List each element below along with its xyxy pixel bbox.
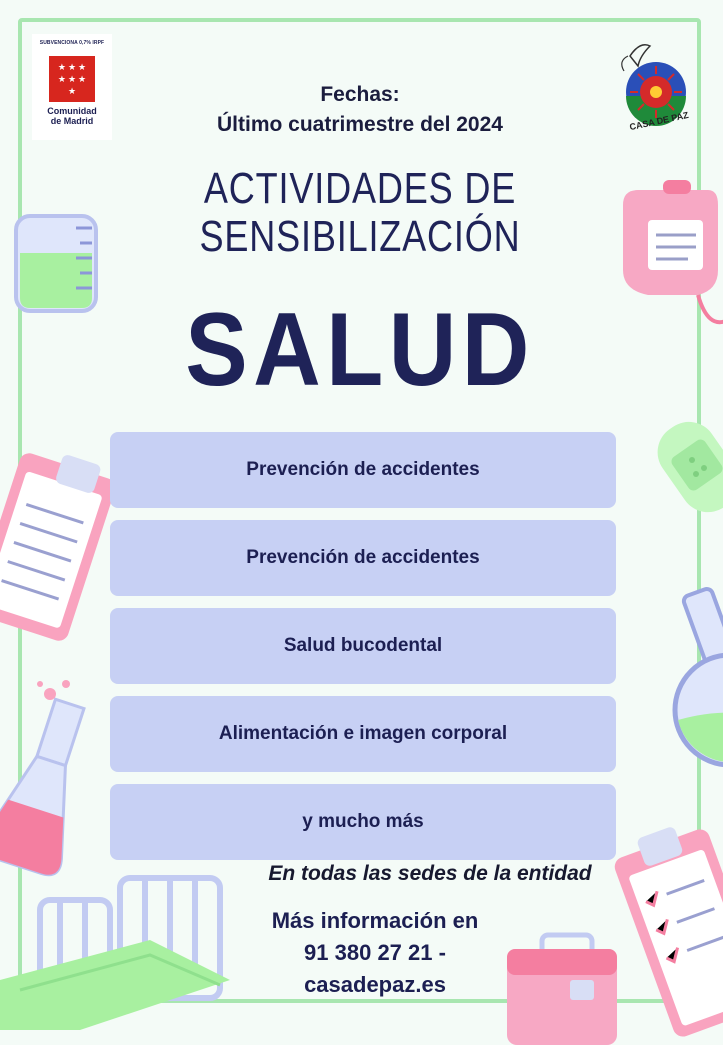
bandage-icon [662, 410, 723, 520]
clipboard-icon [0, 452, 104, 652]
website-link: casadepaz.es [304, 972, 446, 997]
beaker-icon [6, 208, 116, 318]
flag-star: ★ [67, 74, 77, 84]
iv-bag-icon [618, 180, 723, 330]
flag-star: ★ [57, 74, 66, 84]
subtitle-line2: SENSIBILIZACIÓN [199, 212, 521, 261]
info-label: Más información en [271, 908, 479, 933]
logo-name-line2: de Madrid [50, 116, 94, 126]
dates-value: Último cuatrimestre del 2024 [217, 113, 503, 136]
madrid-flag-icon [49, 56, 95, 102]
flag-star: ★ [78, 74, 87, 84]
phone-number: 91 380 27 21 - [304, 940, 446, 965]
round-flask-icon [670, 590, 723, 770]
subtitle-line1: ACTIVIDADES DE [203, 164, 517, 213]
hospital-bed-icon [0, 870, 240, 1030]
comunidad-madrid-logo [32, 34, 112, 140]
activity-item: Prevención de accidentes [110, 520, 616, 596]
casa-de-paz-logo [610, 36, 700, 132]
flag-star: ★ [67, 86, 77, 96]
flag-star: ★ [67, 62, 77, 72]
flag-star: ★ [57, 62, 66, 72]
casa-de-paz-text: CASA DE PAZ [628, 109, 690, 133]
flag-star: ★ [78, 62, 87, 72]
activity-item: y mucho más [110, 784, 616, 860]
flask-icon [0, 680, 90, 880]
activity-item: Alimentación e imagen corporal [110, 696, 616, 772]
venue-text: En todas las sedes de la entidad [268, 862, 592, 885]
clipboard-icon [630, 820, 723, 1040]
page-title: SALUD [185, 292, 535, 408]
dates-block [150, 80, 570, 140]
logo-name-line1: Comunidad [47, 106, 97, 116]
logo-subvencion-text: SUBVENCIONA 0,7% IRPF [39, 40, 105, 46]
subtitle [155, 165, 565, 261]
activity-item: Salud bucodental [110, 608, 616, 684]
dates-label: Fechas: [320, 83, 400, 106]
activity-item: Prevención de accidentes [110, 432, 616, 508]
contact-info [220, 905, 530, 1001]
